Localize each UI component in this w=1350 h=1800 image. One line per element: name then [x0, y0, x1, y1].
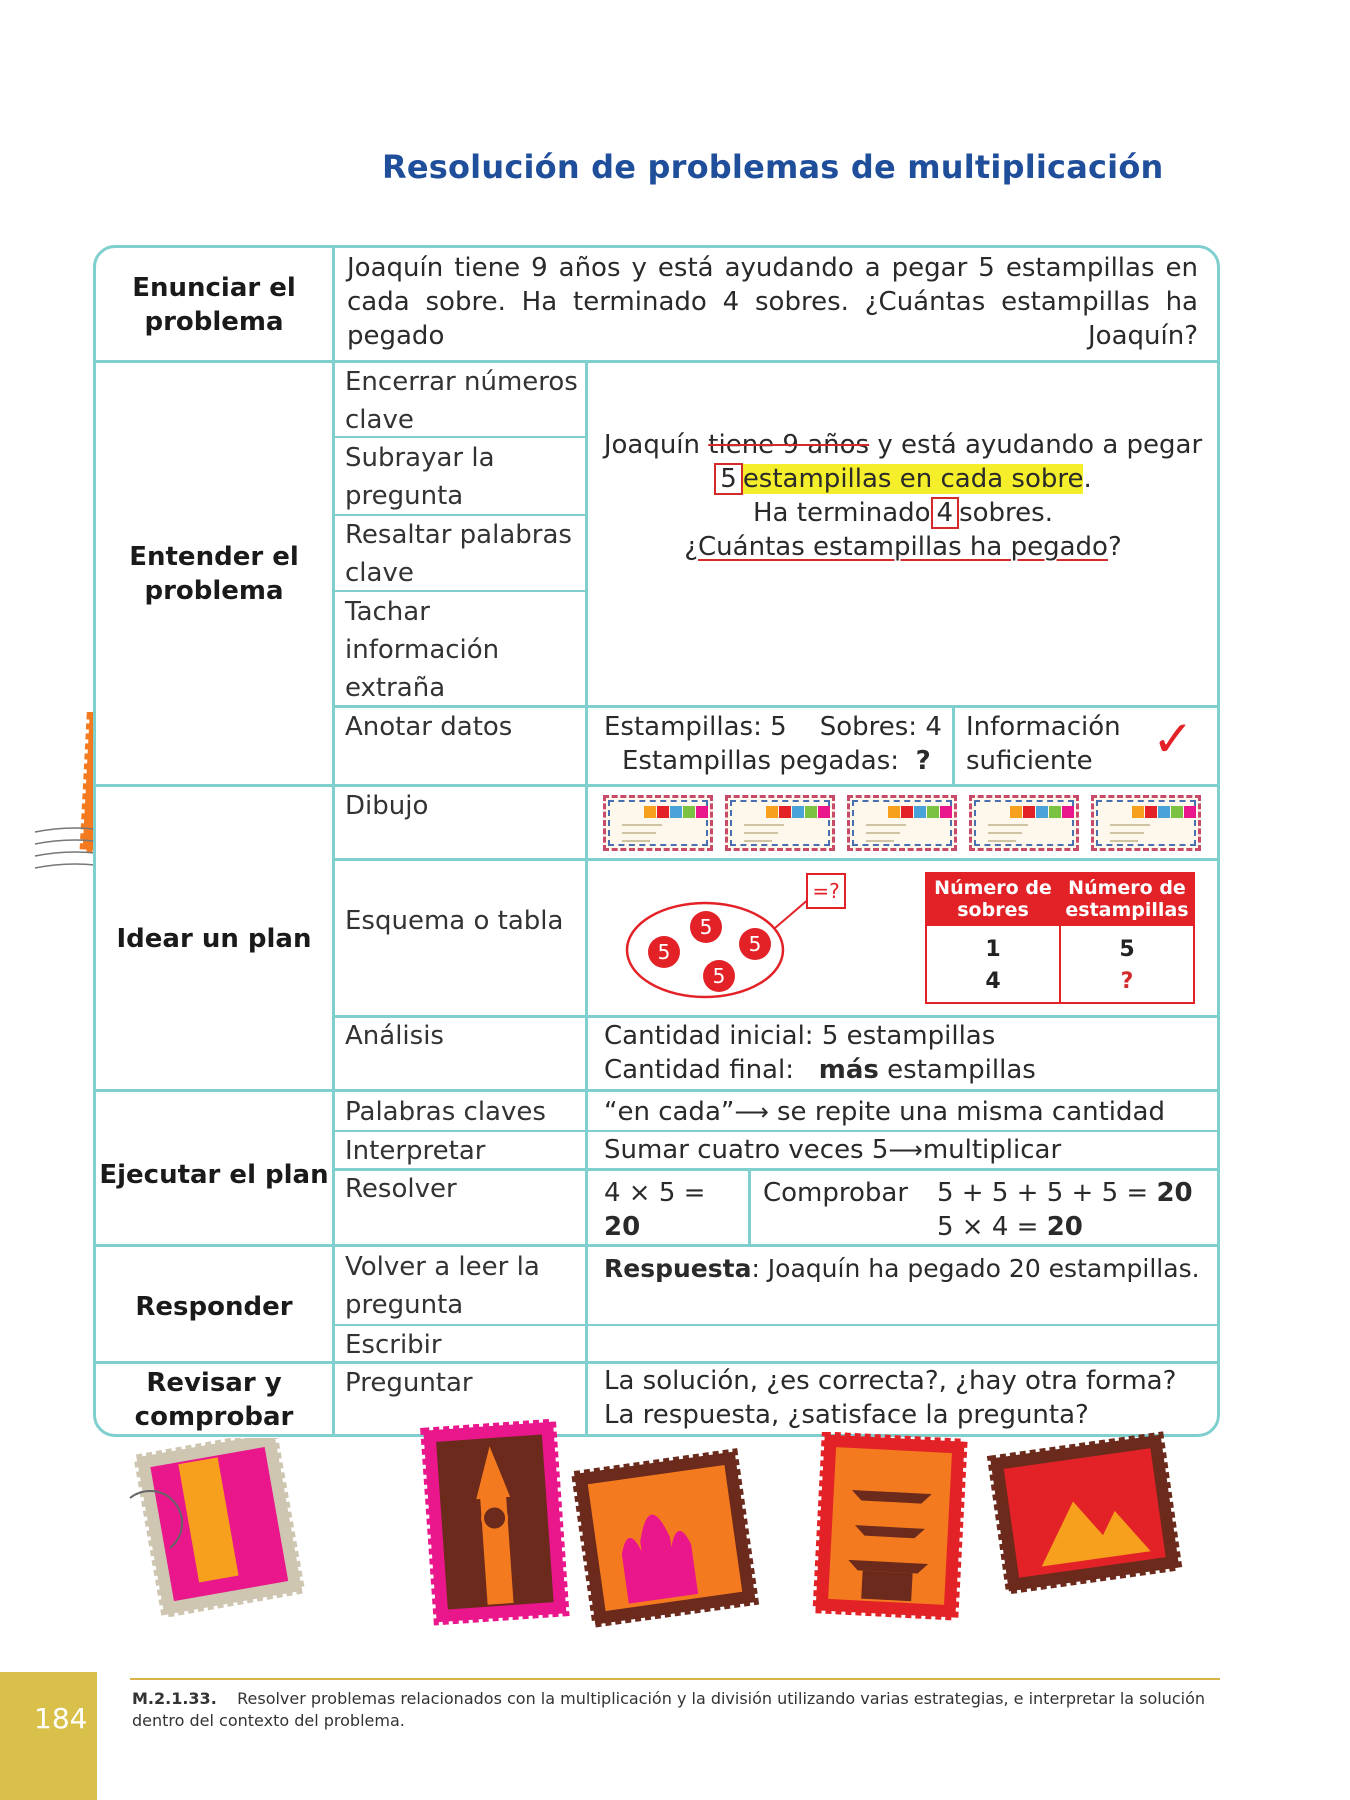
- palabras-quote: “en cada”: [604, 1097, 735, 1127]
- address-line: [866, 832, 900, 834]
- palabras-cell: “en cada”⟶ se repite una misma cantidad: [604, 1097, 1165, 1127]
- address-line: [988, 832, 1022, 834]
- mini-stamp-icon: [766, 806, 778, 818]
- mini-stamp-icon: [927, 806, 939, 818]
- mini-stamp-icon: [657, 806, 669, 818]
- strategy-subrayar: Subrayar la pregunta: [345, 443, 495, 511]
- datos-estampillas: Estampillas: 5: [604, 712, 787, 742]
- table-cell: 5: [1060, 925, 1194, 966]
- five-token: 5: [657, 940, 671, 964]
- mini-stamp-icon: [1171, 806, 1183, 818]
- address-line: [744, 824, 784, 826]
- table-cell: 1: [926, 925, 1060, 966]
- struck-text: tiene 9 años: [708, 430, 870, 460]
- address-line: [1110, 824, 1150, 826]
- arrow-right-icon: ⟶: [888, 1136, 923, 1164]
- mini-stamp-icon: [779, 806, 791, 818]
- strategy-resolver: Resolver: [345, 1174, 457, 1204]
- mini-stamp-icon: [1184, 806, 1196, 818]
- resolver-cell: 4 × 5 = 20: [604, 1178, 706, 1242]
- circled-number-5: 5: [714, 463, 743, 495]
- respuesta-label: Respuesta: [604, 1254, 752, 1283]
- leaning-tower-stamp-icon: [120, 1438, 320, 1618]
- revisar-line: La solución, ¿es correcta?, ¿hay otra forma?: [604, 1366, 1177, 1396]
- address-line: [744, 840, 772, 842]
- pagoda-stamp-icon: [810, 1432, 970, 1622]
- comprobar-label: Comprobar: [763, 1178, 909, 1208]
- revisar-cell: [604, 1364, 1219, 1432]
- address-line: [866, 840, 894, 842]
- cantidad-inicial: Cantidad inicial: 5 estampillas: [604, 1021, 996, 1051]
- arrow-right-icon: ⟶: [734, 1098, 769, 1126]
- strategy-preguntar: Preguntar: [345, 1368, 473, 1398]
- mini-stamp-icon: [940, 806, 952, 818]
- address-line: [988, 824, 1028, 826]
- stage-idear: Idear un plan: [116, 924, 312, 954]
- annotated-word: Joaquín: [603, 430, 701, 460]
- footer-text: Resolver problemas relacionados con la multiplicación y la división utilizando varias estrategias, e interpretar la solución dentro del contexto del problema.: [132, 1689, 1206, 1730]
- strategy-analisis: Análisis: [345, 1021, 444, 1051]
- footer-divider: [130, 1678, 1220, 1680]
- address-line: [866, 824, 906, 826]
- strategy-encerrar: Encerrar números clave: [345, 367, 578, 435]
- envelope-icon: [1091, 795, 1201, 851]
- interpretar-cell: Sumar cuatro veces 5⟶multiplicar: [604, 1135, 1062, 1165]
- address-line: [622, 832, 656, 834]
- big-ben-stamp-icon: [420, 1418, 570, 1630]
- result-bubble-text: =?: [812, 879, 840, 903]
- page-number-box: [0, 1672, 97, 1800]
- highlighted-keywords: estampillas en cada sobre: [742, 464, 1084, 494]
- mini-stamp-icon: [1010, 806, 1022, 818]
- annotated-word: y está ayudando a pegar: [877, 430, 1203, 460]
- mini-stamp-icon: [1036, 806, 1048, 818]
- cantidad-final-bold: más: [818, 1055, 879, 1085]
- mini-stamp-icon: [696, 806, 708, 818]
- five-token: 5: [748, 932, 762, 956]
- strategy-esquema: Esquema o tabla: [345, 906, 564, 936]
- esquema-diagram: [620, 868, 860, 1008]
- address-line: [988, 840, 1016, 842]
- problem-statement: Joaquín tiene 9 años y está ayudando a pegar 5 estampillas en cada sobre. Ha terminado 4 sobres. ¿Cuántas estampillas ha pegado Joaquín?: [347, 253, 1198, 351]
- mini-stamp-icon: [644, 806, 656, 818]
- table-header-estampillas: Número de estampillas: [1060, 873, 1194, 925]
- strategy-escribir: Escribir: [345, 1330, 442, 1360]
- datos-cell: Estampillas: 5 Sobres: 4 Estampillas pegadas: ?: [604, 712, 942, 776]
- five-token: 5: [699, 915, 713, 939]
- mini-stamp-icon: [888, 806, 900, 818]
- stage-responder: Responder: [135, 1292, 293, 1322]
- mini-stamp-icon: [1023, 806, 1035, 818]
- annotated-word: Ha terminado: [753, 498, 931, 528]
- annotated-problem: Joaquín tiene 9 años y está ayudando a pegar 5 estampillas en cada sobre. Ha terminado 4 sobres. ¿Cuántas estampillas ha pegado?: [603, 430, 1203, 562]
- circled-number-4: 4: [931, 497, 960, 529]
- underlined-question: Cuántas estampillas ha pegado: [698, 532, 1108, 562]
- strategy-resaltar: Resaltar palabras clave: [345, 520, 572, 588]
- footer-note: [132, 1688, 1222, 1732]
- strategy-interpretar: Interpretar: [345, 1136, 486, 1166]
- info-suficiente: Información suficiente: [966, 712, 1121, 776]
- stage-enunciar: Enunciar el problema: [132, 273, 296, 337]
- datos-sobres: Sobres: 4: [819, 712, 942, 742]
- strategy-tachar: Tachar información extraña: [345, 597, 500, 703]
- footer-code: M.2.1.33.: [132, 1689, 217, 1708]
- strategy-palabras: Palabras claves: [345, 1097, 546, 1127]
- mini-stamp-icon: [792, 806, 804, 818]
- table-cell: ?: [1060, 966, 1194, 1003]
- mini-stamp-icon: [1049, 806, 1061, 818]
- mini-stamp-icon: [670, 806, 682, 818]
- respuesta-text: : Joaquín ha pegado 20 estampillas.: [751, 1254, 1200, 1283]
- respuesta-cell: [604, 1252, 1219, 1286]
- stage-revisar: Revisar y comprobar: [134, 1368, 294, 1432]
- datos-pegadas: Estampillas pegadas:: [622, 746, 900, 776]
- analisis-cell: Cantidad inicial: 5 estampillas Cantidad final: más estampillas: [604, 1019, 1204, 1087]
- address-line: [744, 832, 778, 834]
- strategy-volver: Volver a leer la pregunta: [345, 1252, 540, 1320]
- mini-stamp-icon: [1145, 806, 1157, 818]
- comprobar-cell: 5 + 5 + 5 + 5 = 20 5 × 4 = 20: [937, 1178, 1193, 1242]
- envelope-icon: [725, 795, 835, 851]
- address-line: [622, 824, 662, 826]
- address-line: [1110, 832, 1144, 834]
- mini-stamp-icon: [1158, 806, 1170, 818]
- five-token: 5: [712, 964, 726, 988]
- page-number: 184: [34, 1702, 88, 1735]
- annotated-word: sobres.: [959, 498, 1053, 528]
- strategy-anotar: Anotar datos: [345, 712, 513, 742]
- strategy-dibujo: Dibujo: [345, 791, 429, 821]
- address-line: [622, 840, 650, 842]
- mini-stamp-icon: [805, 806, 817, 818]
- cantidad-final-label: Cantidad final:: [604, 1055, 794, 1085]
- data-table: [925, 872, 1195, 1004]
- mini-stamp-icon: [914, 806, 926, 818]
- mini-stamp-icon: [818, 806, 830, 818]
- mini-stamp-icon: [901, 806, 913, 818]
- envelope-icon: [603, 795, 713, 851]
- table-header-sobres: Número de sobres: [926, 873, 1060, 925]
- pyramids-stamp-icon: [985, 1430, 1185, 1600]
- mini-stamp-icon: [1062, 806, 1074, 818]
- page-title: Resolución de problemas de multiplicación: [382, 148, 1164, 186]
- envelope-icon: [847, 795, 957, 851]
- revisar-line: La respuesta, ¿satisface la pregunta?: [604, 1400, 1089, 1430]
- check-icon: ✓: [1152, 710, 1194, 768]
- saint-basil-stamp-icon: [570, 1448, 760, 1628]
- stage-ejecutar: Ejecutar el plan: [99, 1160, 329, 1190]
- mini-stamp-icon: [683, 806, 695, 818]
- mini-stamp-icon: [1132, 806, 1144, 818]
- envelope-icon: [969, 795, 1079, 851]
- address-line: [1110, 840, 1138, 842]
- stage-entender: Entender el problema: [129, 542, 299, 606]
- table-cell: 4: [926, 966, 1060, 1003]
